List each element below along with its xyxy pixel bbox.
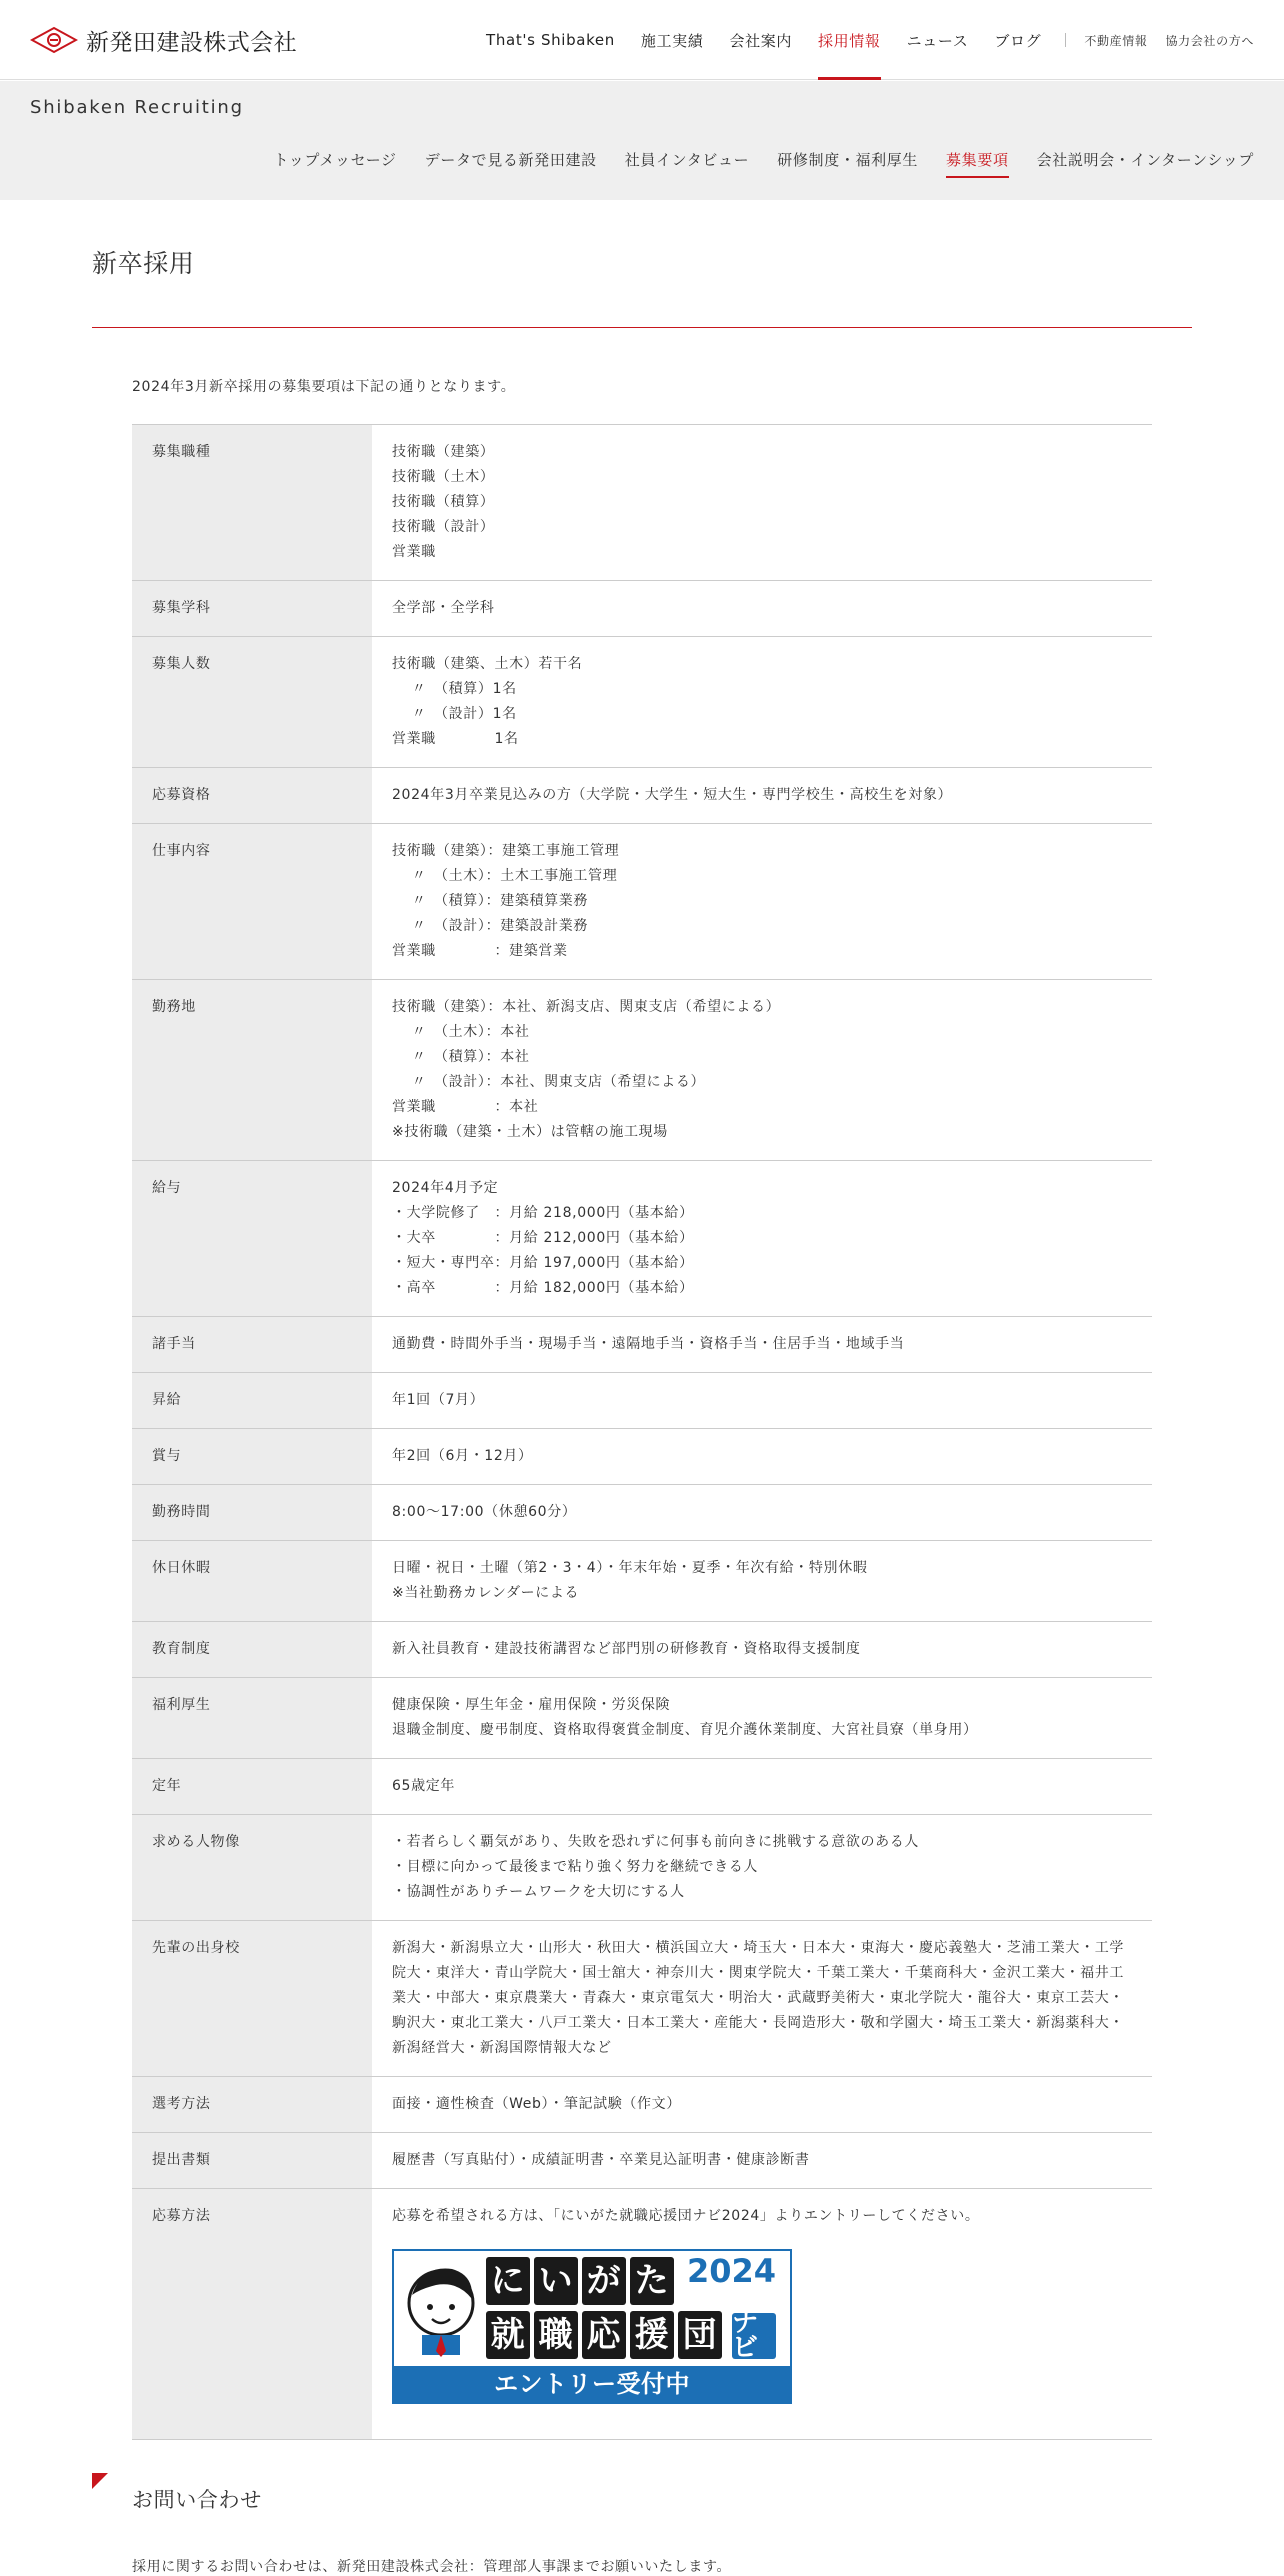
recruit-nav-training[interactable]: 研修制度・福利厚生	[777, 151, 919, 169]
recruit-section-title: Shibaken Recruiting	[30, 97, 244, 118]
contact-text: 採用に関するお問い合わせは、新発田建設株式会社：管理部人事課までお願いいたします。	[132, 2559, 732, 2575]
value-line: 〃 （土木）：土木工事施工管理	[392, 868, 618, 884]
value-line: 8:00～17:00（休憩60分）	[392, 1504, 577, 1520]
value-line: 技術職（建築）：建築工事施工管理	[392, 843, 620, 859]
value-line: 履歴書（写真貼付）・成績証明書・卒業見込証明書・健康診断書	[392, 2152, 810, 2168]
value-line: ※技術職（建築・土木）は管轄の施工現場	[392, 1124, 668, 1140]
nav-works[interactable]: 施工実績	[640, 31, 704, 50]
row-value	[372, 1541, 1152, 1622]
value-line: 営業職 1名	[392, 731, 519, 747]
value-line: 〃 （積算）：本社	[392, 1049, 530, 1065]
value-line: 退職金制度、慶弔制度、資格取得褒賞金制度、育児介護休業制度、大宮社員寮（単身用）	[392, 1722, 978, 1738]
banner-kana-char: に	[486, 2257, 530, 2305]
table-row	[132, 1921, 1152, 2077]
recruit-subheader	[0, 81, 1284, 200]
table-row	[132, 980, 1152, 1161]
recruit-nav	[246, 149, 1254, 178]
row-label: 募集職種	[132, 425, 372, 581]
row-value	[372, 581, 1152, 637]
value-line: 技術職（設計）	[392, 519, 495, 535]
banner-kanji-char: 応	[582, 2311, 626, 2359]
table-row	[132, 1161, 1152, 1317]
site-header	[0, 0, 1284, 80]
row-value	[372, 2077, 1152, 2133]
row-value	[372, 1678, 1152, 1759]
banner-kana-char: た	[630, 2257, 674, 2305]
value-line: 65歳定年	[392, 1778, 456, 1794]
contact-corner-mark	[92, 2473, 108, 2489]
row-value	[372, 1815, 1152, 1921]
value-line: 2024年3月卒業見込みの方（大学院・大学生・短大生・専門学校生・高校生を対象）	[392, 787, 953, 803]
row-value	[372, 2133, 1152, 2189]
table-row	[132, 1678, 1152, 1759]
row-value	[372, 768, 1152, 824]
banner-entry-label: エントリー受付中	[394, 2366, 790, 2402]
table-row	[132, 1541, 1152, 1622]
row-label: 定年	[132, 1759, 372, 1815]
row-label: 選考方法	[132, 2077, 372, 2133]
banner-kanji-char: 援	[630, 2311, 674, 2359]
banner-kana	[486, 2257, 678, 2305]
page-title: 新卒採用	[92, 249, 195, 278]
banner-kana-char: い	[534, 2257, 578, 2305]
row-label: 休日休暇	[132, 1541, 372, 1622]
row-label: 募集人数	[132, 637, 372, 768]
banner-navi: ナビ	[732, 2313, 776, 2359]
contact-title: お問い合わせ	[132, 2488, 262, 2512]
table-row	[132, 1815, 1152, 1921]
row-label: 求める人物像	[132, 1815, 372, 1921]
value-line: 技術職（土木）	[392, 469, 495, 485]
table-row	[132, 1759, 1152, 1815]
recruit-nav-top-message[interactable]: トップメッセージ	[273, 151, 397, 169]
row-value	[372, 824, 1152, 980]
value-line: ※当社勤務カレンダーによる	[392, 1585, 580, 1601]
row-label: 昇給	[132, 1373, 372, 1429]
recruit-nav-data[interactable]: データで見る新発田建設	[424, 151, 597, 169]
nav-news[interactable]: ニュース	[906, 31, 969, 50]
value-line: ・大学院修了 ：月給 218,000円（基本給）	[392, 1205, 694, 1221]
value-line: 新入社員教育・建設技術講習など部門別の研修教育・資格取得支援制度	[392, 1641, 861, 1657]
row-label: 勤務時間	[132, 1485, 372, 1541]
value-line: 技術職（建築）	[392, 444, 495, 460]
table-row	[132, 1622, 1152, 1678]
row-value	[372, 1317, 1152, 1373]
row-value	[372, 425, 1152, 581]
title-divider	[92, 327, 1192, 328]
row-label: 給与	[132, 1161, 372, 1317]
value-line: 〃 （積算）1名	[392, 681, 517, 697]
nav-divider	[1065, 33, 1066, 47]
company-logo[interactable]	[30, 22, 297, 58]
requirements-table-body	[132, 425, 1152, 2440]
row-value	[372, 1485, 1152, 1541]
value-line: ・目標に向かって最後まで粘り強く努力を継続できる人	[392, 1859, 758, 1875]
table-row	[132, 1429, 1152, 1485]
value-line: 営業職 ：建築営業	[392, 943, 568, 959]
banner-kanji-char: 就	[486, 2311, 530, 2359]
value-line: ・若者らしく覇気があり、失敗を恐れずに何事も前向きに挑戦する意欲のある人	[392, 1834, 920, 1850]
value-line: 新潟大・新潟県立大・山形大・秋田大・横浜国立大・埼玉大・日本大・東海大・慶応義塾大・芝浦工業大・工学院大・東洋大・青山学院大・国士舘大・神奈川大・関東学院大・千葉工業大・千葉商科大・金沢工業大・福井工業大・中部大・東京農業大・青森大・東京電気大・明治大・武蔵野美術大・東北学院大・龍谷大・東京工芸大・駒沢大・東北工業大・八戸工業大・日本工業大・産能大・長岡造形大・敬和学園大・埼玉工業大・新潟薬科大・新潟経営大・新潟国際情報大など	[392, 1940, 1124, 2056]
requirements-table	[132, 424, 1152, 2440]
row-value	[372, 1373, 1152, 1429]
value-line: 〃 （設計）：建築設計業務	[392, 918, 589, 934]
value-line: ・高卒 ：月給 182,000円（基本給）	[392, 1280, 694, 1296]
row-label: 募集学科	[132, 581, 372, 637]
nav-partners[interactable]: 協力会社の方へ	[1165, 33, 1254, 48]
row-label: 仕事内容	[132, 824, 372, 980]
row-value	[372, 1429, 1152, 1485]
row-value	[372, 1921, 1152, 2077]
row-value	[372, 637, 1152, 768]
row-value	[372, 1161, 1152, 1317]
value-line: 応募を希望される方は、「にいがた就職応援団ナビ2024」よりエントリーしてください。	[392, 2208, 980, 2224]
banner-year: 2024	[686, 2252, 776, 2290]
value-line: 年1回（7月）	[392, 1392, 485, 1408]
value-line: 面接・適性検査（Web）・筆記試験（作文）	[392, 2096, 681, 2112]
table-row	[132, 2189, 1152, 2440]
value-line: 技術職（積算）	[392, 494, 495, 510]
value-line: 2024年4月予定	[392, 1180, 499, 1196]
nav-thats-shibaken[interactable]: That's Shibaken	[486, 31, 615, 49]
row-label: 勤務地	[132, 980, 372, 1161]
table-row	[132, 637, 1152, 768]
table-row	[132, 1373, 1152, 1429]
global-nav	[460, 0, 1254, 80]
intro-text: 2024年3月新卒採用の募集要項は下記の通りとなります。	[132, 379, 516, 395]
table-row	[132, 2133, 1152, 2189]
value-line: 日曜・祝日・土曜（第2・3・4）・年末年始・夏季・年次有給・特別休暇	[392, 1560, 868, 1576]
row-value	[372, 2189, 1152, 2440]
value-line: ・協調性がありチームワークを大切にする人	[392, 1884, 685, 1900]
row-value	[372, 1622, 1152, 1678]
mascot-face-icon	[402, 2259, 480, 2359]
recruit-nav-seminar[interactable]: 会社説明会・インターンシップ	[1036, 151, 1254, 169]
row-label: 福利厚生	[132, 1678, 372, 1759]
recruit-nav-interview[interactable]: 社員インタビュー	[624, 151, 750, 169]
row-label: 提出書類	[132, 2133, 372, 2189]
logo-text: 新発田建設株式会社	[86, 29, 298, 56]
row-label: 賞与	[132, 1429, 372, 1485]
row-label: 応募資格	[132, 768, 372, 824]
nav-recruit[interactable]: 採用情報	[818, 0, 881, 80]
banner-kanji	[486, 2311, 726, 2359]
table-row	[132, 2077, 1152, 2133]
table-row	[132, 425, 1152, 581]
value-line: 営業職	[392, 544, 436, 560]
value-line: ・短大・専門卒：月給 197,000円（基本給）	[392, 1255, 694, 1271]
table-row	[132, 768, 1152, 824]
banner-kanji-char: 職	[534, 2311, 578, 2359]
table-row	[132, 1485, 1152, 1541]
nav-blog[interactable]: ブログ	[994, 31, 1042, 50]
value-line: 年2回（6月・12月）	[392, 1448, 533, 1464]
row-value	[372, 980, 1152, 1161]
value-line: 全学部・全学科	[392, 600, 495, 616]
row-label: 先輩の出身校	[132, 1921, 372, 2077]
niigata-navi-entry-banner[interactable]	[392, 2249, 792, 2404]
value-line: ・大卒 ：月給 212,000円（基本給）	[392, 1230, 694, 1246]
row-label: 諸手当	[132, 1317, 372, 1373]
recruit-nav-requirements[interactable]: 募集要項	[946, 149, 1009, 178]
logo-mark-icon	[30, 25, 78, 55]
row-label: 応募方法	[132, 2189, 372, 2440]
value-line: 通勤費・時間外手当・現場手当・遠隔地手当・資格手当・住居手当・地域手当	[392, 1336, 905, 1352]
row-label: 教育制度	[132, 1622, 372, 1678]
table-row	[132, 824, 1152, 980]
value-line: 営業職 ：本社	[392, 1099, 539, 1115]
banner-top	[394, 2251, 790, 2368]
banner-kana-char: が	[582, 2257, 626, 2305]
value-line: 技術職（建築、土木）若干名	[392, 656, 583, 672]
value-line: 技術職（建築）：本社、新潟支店、関東支店（希望による）	[392, 999, 781, 1015]
value-line: 健康保険・厚生年金・雇用保険・労災保険	[392, 1697, 671, 1713]
value-line: 〃 （積算）：建築積算業務	[392, 893, 589, 909]
table-row	[132, 1317, 1152, 1373]
value-line: 〃 （土木）：本社	[392, 1024, 530, 1040]
nav-real-estate[interactable]: 不動産情報	[1084, 33, 1148, 48]
value-line: 〃 （設計）1名	[392, 706, 517, 722]
value-line: 〃 （設計）：本社、関東支店（希望による）	[392, 1074, 706, 1090]
banner-kanji-char: 団	[678, 2311, 722, 2359]
nav-company[interactable]: 会社案内	[729, 31, 793, 50]
row-value	[372, 1759, 1152, 1815]
table-row	[132, 581, 1152, 637]
